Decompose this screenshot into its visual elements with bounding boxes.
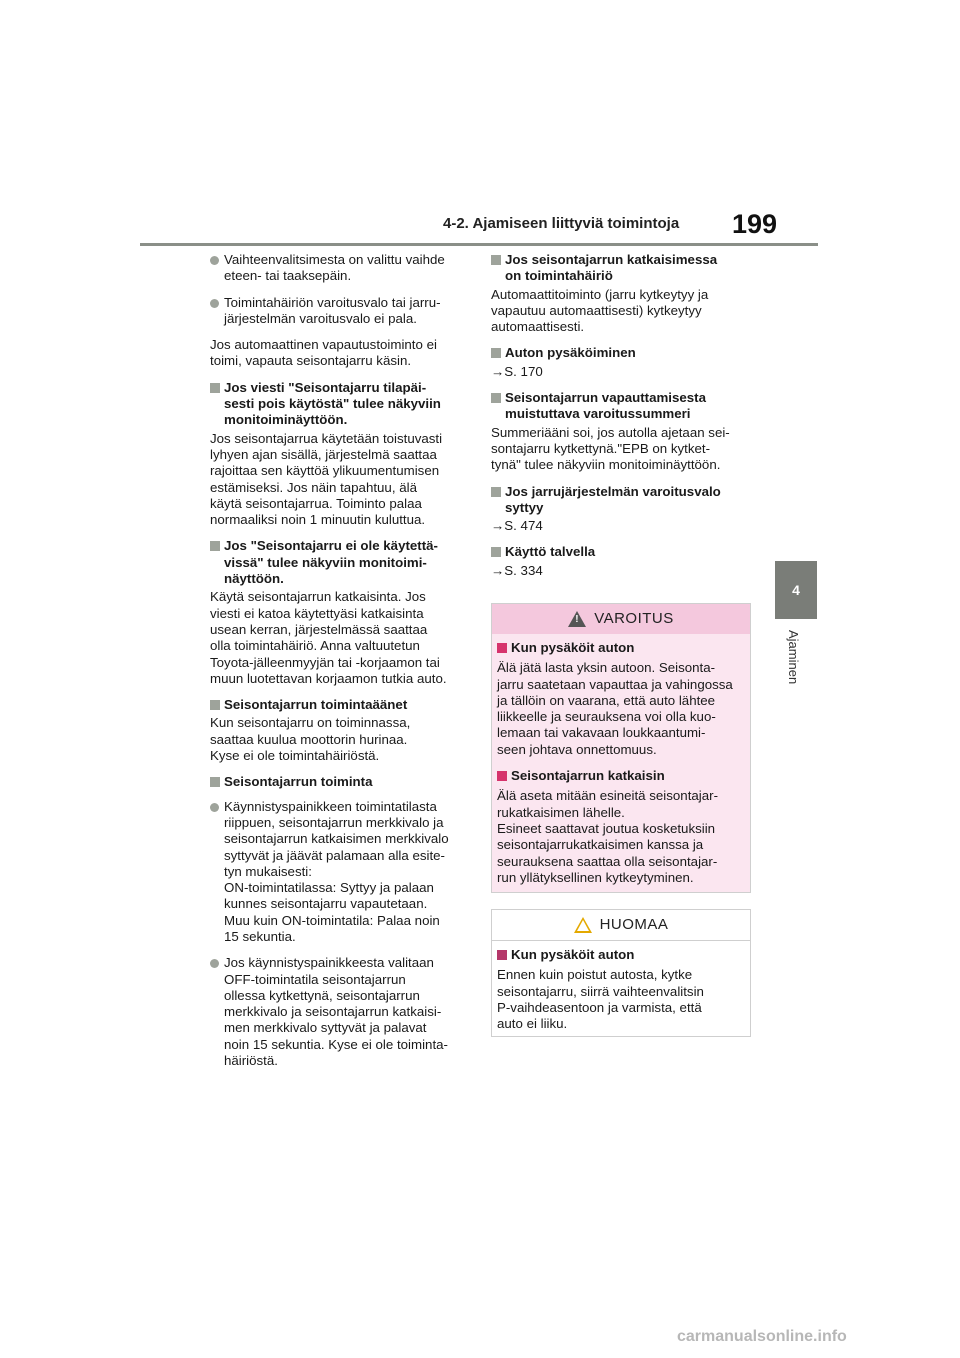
warning-title: VAROITUS: [594, 609, 674, 627]
heading-text: Seisontajarrun toiminta: [224, 774, 373, 790]
warning-heading: [497, 640, 745, 656]
square-bullet-icon: [491, 348, 501, 358]
list-item: [210, 955, 468, 1069]
paragraph: Summeriääni soi, jos autolla ajetaan sei- sontajarru kytkettynä."EPB on kytket- tynä" tulee näkyviin monitoiminäyttöön.: [491, 424, 730, 473]
paragraph: Kun seisontajarru on toiminnassa, saattaa kuulua moottorin hurinaa. Kyse ei ole toimintahäiriöstä.: [210, 715, 411, 764]
notice-title: HUOMAA: [599, 915, 669, 933]
square-bullet-icon: [210, 700, 220, 710]
section-heading: [210, 538, 468, 587]
header-divider: [140, 243, 818, 246]
warning-box: [491, 603, 751, 893]
heading-text: Käyttö talvella: [505, 544, 596, 560]
section-heading: [491, 544, 749, 560]
bullet-icon: [210, 299, 219, 308]
paragraph: Automaattitoiminto (jarru kytkeytyy ja vapautuu automaattisesti) kytkeytyy automaattisesti.: [491, 286, 709, 335]
bullet-text: Käynnistyspainikkeen toimintatilasta riippuen, seisontajarrun merkkivalo ja seisontajarrun katkaisimen merkkivalo syttyvät ja jäävät palamaan alla esite- tyn mukaisesti: ON-toimintatilassa: Syttyy ja palaan kunnes seisontajarru vapautetaan. Muu kuin ON-toimintatila: Palaa noin 15 sekuntia.: [224, 798, 449, 944]
chapter-label: Ajaminen: [786, 630, 801, 685]
chapter-number: 4: [792, 582, 800, 598]
paragraph: Käytä seisontajarrun katkaisinta. Jos viesti ei katoa käytettyäsi katkaisinta usean kerran, järjestelmässä saattaa olla toimintahäiriö. Anna valtuutetun Toyota-jälleenmyyjän tai -korjaamon tai muun luotettavan korjaamon tutkia auto.: [210, 589, 447, 686]
bullet-text: Jos käynnistyspainikkeesta valitaan OFF-toimintatila seisontajarrun ollessa kytkettynä, seisontajarrun merkkivalo ja seisontajarrun katkaisi- men merkkivalo syttyvät ja palavat noin 15 sekuntia. Kyse ei ole toiminta- häiriöstä.: [224, 955, 448, 1069]
square-bullet-icon: [491, 547, 501, 557]
heading-text: Jos jarrujärjestelmän varoitusvalo syttyy: [505, 483, 721, 515]
list-item: [210, 252, 468, 285]
section-heading: [491, 484, 749, 517]
square-bullet-icon: [497, 643, 507, 653]
page-reference-link[interactable]: →S. 170: [491, 363, 543, 379]
list-item: [210, 799, 468, 946]
section-heading: [210, 380, 468, 429]
paragraph: Jos automaattinen vapautustoiminto ei toimi, vapauta seisontajarru käsin.: [210, 337, 437, 369]
watermark: carmanualsonline.info: [677, 1328, 847, 1345]
bullet-icon: [210, 256, 219, 265]
square-bullet-icon: [491, 255, 501, 265]
heading-text: Seisontajarrun katkaisin: [511, 768, 665, 784]
heading-text: Jos "Seisontajarru ei ole käytettä- vissä" tulee näkyviin monitoimi- näyttöön.: [224, 538, 438, 587]
section-heading: [491, 252, 749, 285]
warning-text: Älä aseta mitään esineitä seisontajar- rukatkaisimen lähelle. Esineet saattavat joutua kosketuksiin seisontajarrukatkaisimen kanssa ja seurauksena saattaa olla seisontajar- run yllätyksellinen kytkeytyminen.: [497, 788, 718, 885]
section-heading: [210, 774, 468, 790]
heading-text: Seisontajarrun vapauttamisesta muistuttava varoitussummeri: [505, 390, 707, 422]
warning-triangle-icon: !: [568, 611, 586, 627]
bullet-text: Vaihteenvalitsimesta on valittu vaihde eteen- tai taaksepäin.: [224, 252, 445, 284]
notice-text: Ennen kuin poistut autosta, kytke seisontajarru, siirrä vaihteenvalitsin P-vaihdeasentoon ja varmista, että auto ei liiku.: [497, 967, 704, 1032]
warning-text: Älä jätä lasta yksin autoon. Seisonta- jarru saatetaan vapauttaa ja vahingossa ja tällöin on vaarana, että auto lähtee liikkeelle ja seurauksena voi olla kuo- lemaan tai vakavaan loukkaantumi- seen johtava onnettomuus.: [497, 660, 733, 757]
bullet-icon: [210, 959, 219, 968]
chapter-tab[interactable]: [775, 561, 817, 619]
square-bullet-icon: [210, 541, 220, 551]
heading-text: Jos viesti "Seisontajarru tilapäi- sesti pois käytöstä" tulee näkyviin monitoiminäyttöön.: [224, 379, 441, 428]
right-column: [491, 252, 749, 589]
warning-header: [492, 604, 750, 634]
section-heading: [491, 345, 749, 361]
square-bullet-icon: [497, 950, 507, 960]
paragraph: Jos seisontajarrua käytetään toistuvasti lyhyen ajan sisällä, järjestelmä saattaa rajoittaa sen käyttöä ylikuumentumisen estämiseksi. Jos näin tapahtuu, älä käytä seisontajarrua. Toiminto palaa normaaliksi noin 1 minuutin kuluttua.: [210, 430, 443, 528]
heading-text: Kun pysäköit auton: [511, 640, 635, 655]
heading-text: Auton pysäköiminen: [505, 345, 636, 361]
square-bullet-icon: [497, 771, 507, 781]
square-bullet-icon: [210, 383, 220, 393]
section-heading: [210, 697, 468, 713]
section-title: 4-2. Ajamiseen liittyviä toimintoja: [443, 215, 680, 232]
page-reference-link[interactable]: →S. 334: [491, 562, 543, 578]
square-bullet-icon: [491, 393, 501, 403]
list-item: [210, 295, 468, 328]
heading-text: Kun pysäköit auton: [511, 947, 635, 962]
notice-heading: [497, 947, 745, 963]
notice-triangle-icon: [574, 917, 592, 933]
notice-box: [491, 909, 751, 1037]
bullet-icon: [210, 803, 219, 812]
bullet-text: Toimintahäiriön varoitusvalo tai jarru- järjestelmän varoitusvalo ei pala.: [224, 294, 441, 326]
section-heading: [491, 390, 749, 423]
warning-heading: [497, 768, 745, 784]
notice-header: [492, 910, 750, 941]
page-number: 199: [732, 209, 778, 239]
left-column: [210, 252, 468, 1079]
heading-text: Jos seisontajarrun katkaisimessa on toimintahäiriö: [505, 252, 718, 284]
square-bullet-icon: [210, 777, 220, 787]
square-bullet-icon: [491, 487, 501, 497]
heading-text: Seisontajarrun toimintaäänet: [224, 697, 408, 713]
page-reference-link[interactable]: →S. 474: [491, 518, 543, 534]
